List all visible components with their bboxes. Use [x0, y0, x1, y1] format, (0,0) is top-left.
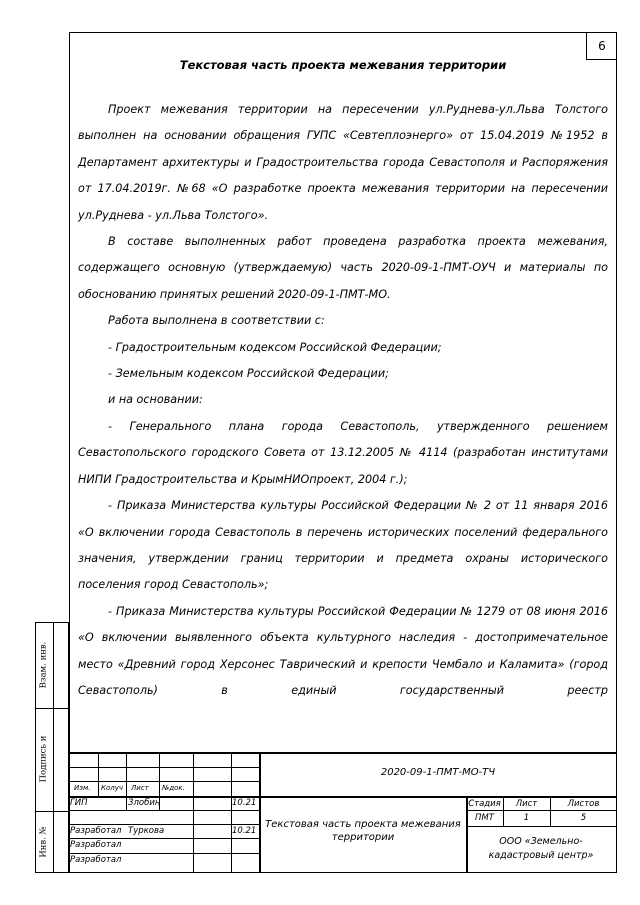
- side-label-inv: Инв. №: [38, 825, 49, 858]
- side-label-podpis: Подпись и: [38, 735, 49, 782]
- role-label: ГИП: [70, 798, 88, 808]
- header-ndok: №док.: [162, 784, 185, 792]
- document-body: [78, 97, 608, 704]
- role-date: 10.21: [232, 798, 257, 808]
- side-label-vzam: Взам. инв.: [38, 641, 49, 688]
- page-number: 6: [586, 32, 617, 60]
- sheet-value: 1: [523, 813, 530, 823]
- stage-label: Стадия: [468, 799, 501, 809]
- paragraph: - Градостроительным кодексом Российской Федерации;: [108, 340, 442, 354]
- header-list: Лист: [131, 784, 149, 792]
- sheet-label: Лист: [515, 799, 538, 809]
- stamp-doc-title: Текстовая часть проекта межевания территории: [265, 819, 461, 843]
- document-title: Текстовая часть проекта межевания территории: [179, 58, 507, 72]
- role-label: Разработал: [70, 855, 122, 865]
- role-name: Злобин: [128, 798, 161, 808]
- header-koluch: Колуч: [101, 784, 124, 792]
- paragraph: - Приказа Министерства культуры Российской Федерации № 1279 от 08 июня 2016 «О включении выявленного объекта культурного наследия - достопримечательное место «Древний город Херсонес Таврический и крепости Чембало и Каламита» (город Севастополь) в единый государственный реестр: [78, 604, 608, 697]
- paragraph: - Приказа Министерства культуры Российской Федерации № 2 от 11 января 2016 «О включении города Севастополь в перечень исторических поселений федерального значения, утверждении границ территории и предмета охраны исторического поселения город Севастополь»;: [78, 499, 608, 592]
- header-izm: Изм.: [74, 784, 91, 792]
- role-label: Разработал: [70, 840, 122, 850]
- stage-value: ПМТ: [475, 813, 494, 823]
- paragraph: - Земельным кодексом Российской Федерации;: [108, 367, 389, 381]
- paragraph: и на основании:: [108, 393, 203, 407]
- paragraph: Проект межевания территории на пересечении ул.Руднева-ул.Льва Толстого выполнен на основании обращения ГУПС «Севтеплоэнерго» от 15.04.2019 №1952 в Департамент архитектуры и Градостроительства города Севастополя и Распоряжения от 17.04.2019г. №68 «О разработке проекта межевания территории на пересечении ул.Руднева - ул.Льва Толстого».: [78, 103, 608, 222]
- organization: ООО «Земельно-кадастровый центр»: [488, 836, 594, 861]
- role-date: 10.21: [232, 826, 257, 836]
- paragraph: В составе выполненных работ проведена разработка проекта межевания, содержащего основную (утверждаемую) часть 2020-09-1-ПМТ-ОУЧ и материалы по обоснованию принятых решений 2020-09-1-ПМТ-МО.: [78, 235, 608, 301]
- paragraph: - Генерального плана города Севастополь, утвержденного решением Севастопольского городского Совета от 13.12.2005 № 4114 (разработан институтами НИПИ Градостроительства и КрымНИОпроект, 2004 г.);: [78, 419, 608, 486]
- role-name: Туркова: [128, 826, 165, 836]
- doc-code: 2020-09-1-ПМТ-МО-ТЧ: [380, 767, 496, 778]
- sheets-value: 5: [580, 813, 587, 823]
- role-label: Разработал: [70, 826, 122, 836]
- paragraph: Работа выполнена в соответствии с:: [108, 314, 325, 328]
- sheets-label: Листов: [567, 799, 600, 809]
